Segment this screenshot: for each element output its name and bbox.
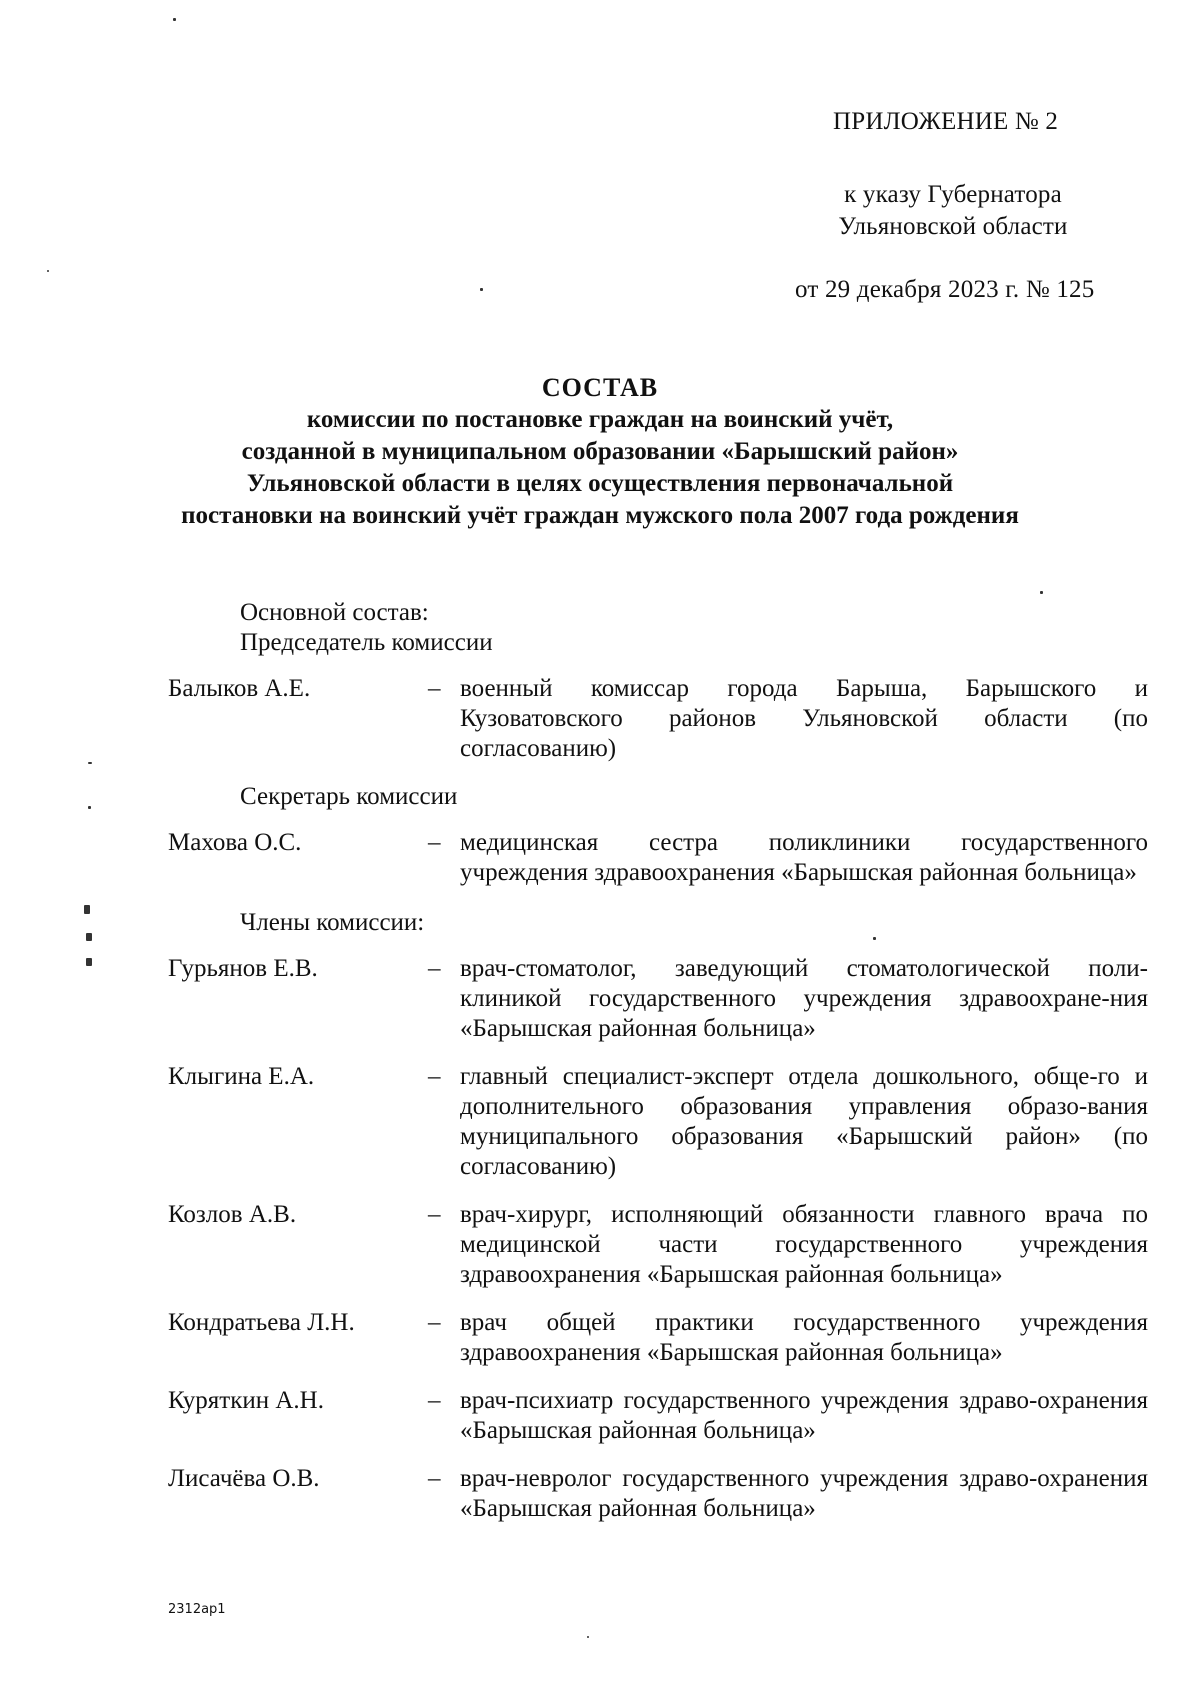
- document-code: 2312ap1: [168, 1602, 226, 1617]
- scan-speck: [587, 1636, 589, 1638]
- member-description: медицинская сестра поликлиники государственного учреждения здравоохранения «Барышская районная больница»: [460, 829, 1148, 886]
- member-description: врач-хирург, исполняющий обязанности главного врача по медицинской части государственного учреждения здравоохранения «Барышская районная больница»: [460, 1201, 1148, 1288]
- secretary-label: Секретарь комиссии: [240, 783, 458, 810]
- member-row: [168, 1308, 1148, 1368]
- scan-speck: [873, 937, 876, 940]
- member-row: [168, 1062, 1148, 1182]
- scan-speck: [1040, 591, 1043, 594]
- dash: –: [428, 1387, 441, 1414]
- dash: –: [428, 1465, 441, 1492]
- document-heading: [0, 372, 1200, 532]
- scan-speck: [47, 270, 49, 272]
- dash: –: [428, 829, 441, 856]
- heading-line-4: постановки на воинский учёт граждан мужского пола 2007 года рождения: [181, 502, 1019, 529]
- main-composition-label: Основной состав:: [240, 599, 429, 626]
- scan-speck: [86, 958, 92, 966]
- member-description: врач-психиатр государственного учреждения здраво-охранения «Барышская районная больница»: [460, 1387, 1148, 1444]
- member-name: Клыгина Е.А.: [168, 1063, 315, 1090]
- dash: –: [428, 675, 441, 702]
- scan-speck: [88, 806, 91, 809]
- member-name: Балыков А.Е.: [168, 675, 311, 702]
- member-row: [168, 954, 1148, 1044]
- heading-line-2: созданной в муниципальном образовании «Барышский район»: [241, 438, 959, 465]
- member-description: врач общей практики государственного учреждения здравоохранения «Барышская районная больница»: [460, 1309, 1148, 1366]
- commission-list: [168, 598, 1148, 1524]
- dash: –: [428, 955, 441, 982]
- appendix-title: ПРИЛОЖЕНИЕ № 2: [833, 108, 1059, 135]
- chair-row: [168, 674, 1148, 764]
- member-description: военный комиссар города Барыша, Барышского и Кузоватовского районов Ульяновской области (по согласованию): [460, 675, 1148, 762]
- member-name: Кондратьева Л.Н.: [168, 1309, 355, 1336]
- chair-label: Председатель комиссии: [240, 629, 493, 656]
- dash: –: [428, 1309, 441, 1336]
- member-name: Гурьянов Е.В.: [168, 955, 318, 982]
- appendix-reference-line2: Ульяновской области: [838, 213, 1068, 240]
- scan-speck: [86, 933, 92, 941]
- secretary-row: [168, 828, 1148, 888]
- member-description: врач-стоматолог, заведующий стоматологической поли-клиникой государственного учреждения здравоохране-ния «Барышская районная больница»: [460, 955, 1148, 1042]
- member-description: врач-невролог государственного учреждения здраво-охранения «Барышская районная больница»: [460, 1465, 1148, 1522]
- heading-line-1: комиссии по постановке граждан на воинский учёт,: [306, 406, 894, 433]
- appendix-date: от 29 декабря 2023 г. № 125: [795, 276, 1095, 303]
- member-name: Куряткин А.Н.: [168, 1387, 324, 1414]
- heading-title: СОСТАВ: [541, 373, 659, 402]
- scan-speck: [84, 905, 90, 914]
- dash: –: [428, 1063, 441, 1090]
- scan-speck: [480, 288, 483, 291]
- heading-line-3: Ульяновской области в целях осуществления первоначальной: [246, 470, 954, 497]
- member-row: [168, 1200, 1148, 1290]
- appendix-reference-line1: к указу Губернатора: [844, 181, 1062, 208]
- appendix-block: [795, 106, 1095, 306]
- scan-speck: [173, 18, 176, 21]
- scan-speck: [88, 762, 92, 764]
- members-label: Члены комиссии:: [240, 909, 425, 936]
- member-name: Козлов А.В.: [168, 1201, 297, 1228]
- member-row: [168, 1464, 1148, 1524]
- member-row: [168, 1386, 1148, 1446]
- member-description: главный специалист-эксперт отдела дошкольного, обще-го и дополнительного образования управления образо-вания муниципального образования «Барышский район» (по согласованию): [460, 1063, 1148, 1180]
- member-name: Махова О.С.: [168, 829, 302, 856]
- member-name: Лисачёва О.В.: [168, 1465, 320, 1492]
- appendix-reference: [823, 179, 1083, 243]
- dash: –: [428, 1201, 441, 1228]
